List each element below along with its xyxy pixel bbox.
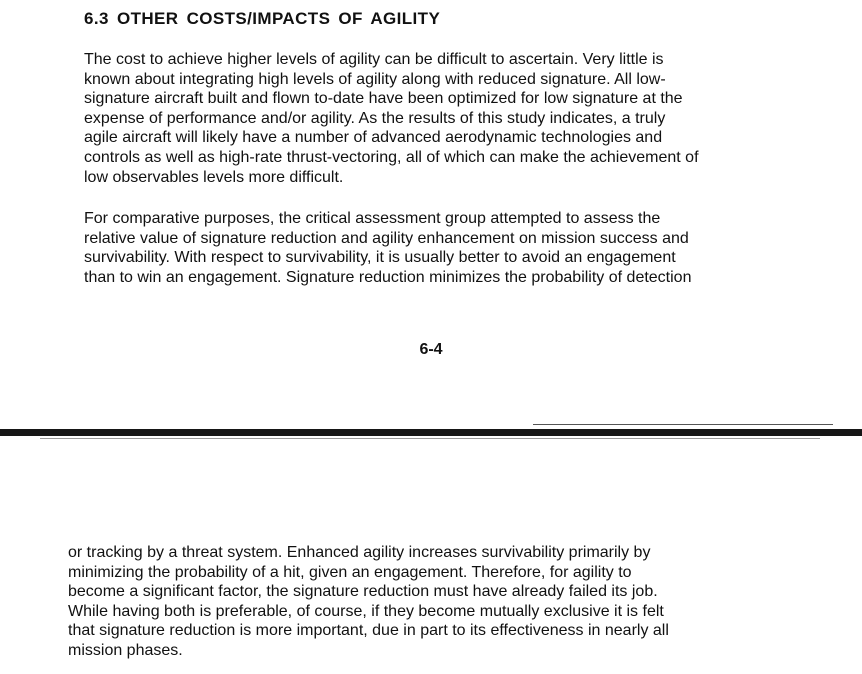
text-line: signature aircraft built and flown to-date have been optimized for low signature at the	[84, 90, 683, 108]
text-line: that signature reduction is more important, due in part to its effectiveness in nearly all	[68, 622, 669, 640]
paragraph-cost-of-agility	[84, 50, 814, 187]
text-line: minimizing the probability of a hit, given an engagement. Therefore, for agility to	[68, 563, 632, 581]
page-number: 6-4	[419, 341, 443, 358]
text-line: For comparative purposes, the critical assessment group attempted to assess the	[84, 210, 661, 227]
text-line: known about integrating high levels of agility along with reduced signature. All low-	[84, 70, 666, 88]
text-line: survivability. With respect to survivability, it is usually better to avoid an engagement	[84, 249, 676, 267]
paragraph-comparative-assessment	[84, 209, 814, 287]
text-line: The cost to achieve higher levels of agility can be difficult to ascertain. Very little is	[84, 51, 664, 68]
paragraph-continued	[68, 543, 828, 661]
text-line: expense of performance and/or agility. As the results of this study indicates, a truly	[84, 109, 666, 127]
text-line: relative value of signature reduction and agility enhancement on mission success and	[84, 229, 689, 247]
page-break-line-upper	[533, 424, 833, 425]
text-line: or tracking by a threat system. Enhanced agility increases survivability primarily by	[68, 544, 651, 561]
page-break-divider	[0, 429, 862, 436]
text-line: low observables levels more difficult.	[84, 168, 344, 186]
text-line: become a significant factor, the signature reduction must have already failed its job.	[68, 583, 658, 601]
text-line: controls as well as high-rate thrust-vectoring, all of which can make the achievement of	[84, 148, 699, 166]
text-line: While having both is preferable, of course, if they become mutually exclusive it is felt	[68, 602, 664, 620]
text-line: mission phases.	[68, 641, 183, 659]
section-heading: 6.3 OTHER COSTS/IMPACTS OF AGILITY	[84, 9, 441, 28]
page-break-line-lower	[40, 438, 820, 439]
text-line: than to win an engagement. Signature reduction minimizes the probability of detection	[84, 268, 692, 286]
text-line: agile aircraft will likely have a number of advanced aerodynamic technologies and	[84, 129, 663, 147]
